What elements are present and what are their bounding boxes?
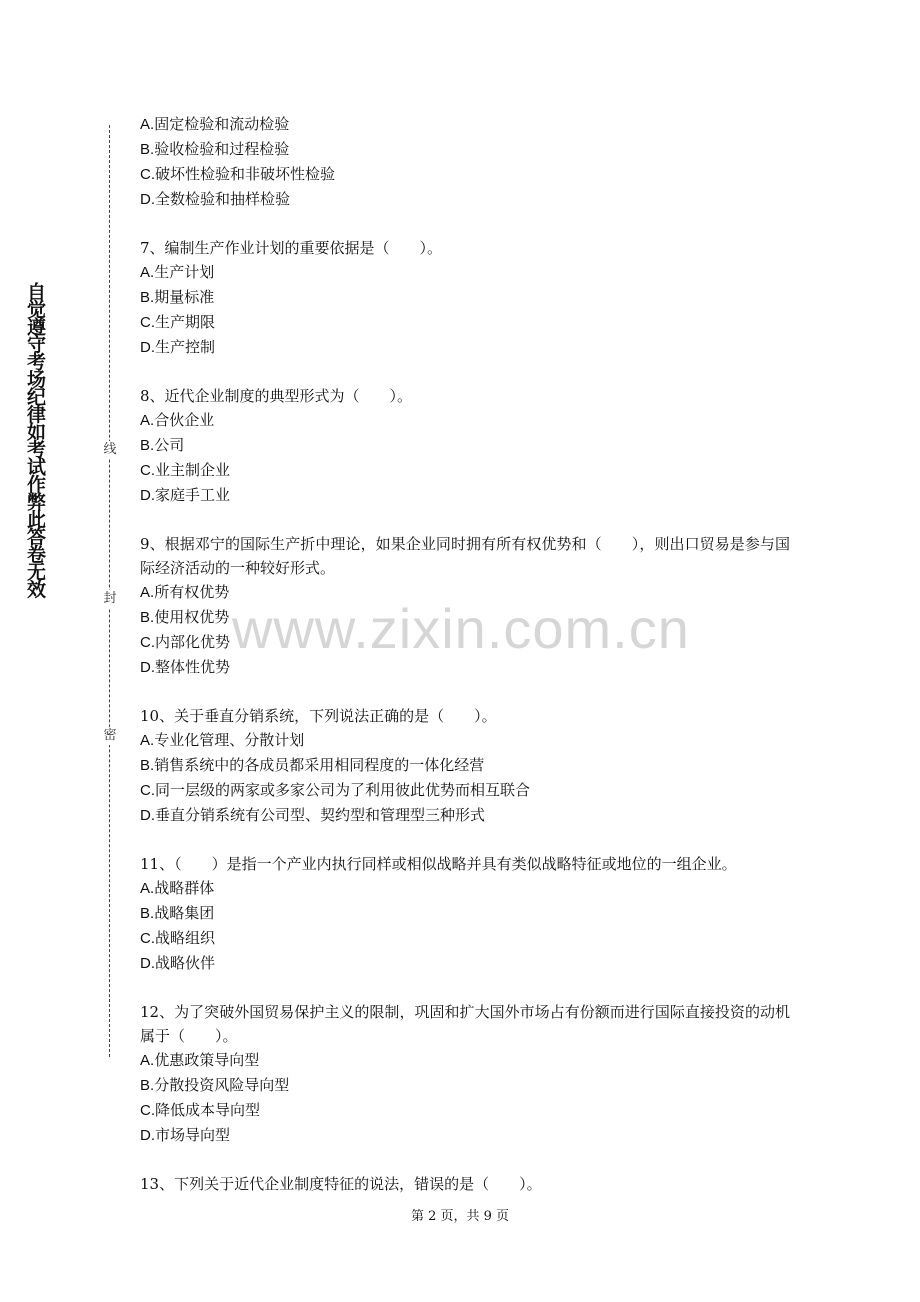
option-text: 内部化优势 (155, 633, 231, 651)
answer-option (140, 803, 790, 828)
option-text: 优惠政策导向型 (154, 1051, 260, 1069)
question-stem: 7、编制生产作业计划的重要依据是（ ）。 (140, 239, 443, 257)
option-letter: B. (140, 289, 155, 306)
answer-option (140, 951, 790, 976)
option-text: 降低成本导向型 (155, 1101, 261, 1119)
answer-option (140, 728, 790, 753)
option-text: 战略集团 (154, 904, 215, 922)
question-block (140, 384, 790, 508)
option-text: 战略群体 (154, 879, 215, 897)
option-letter: D. (140, 339, 155, 356)
option-letter: B. (140, 141, 155, 158)
question-stem: 10、关于垂直分销系统，下列说法正确的是（ ）。 (140, 707, 497, 725)
option-text: 生产计划 (154, 263, 215, 281)
option-letter: C. (140, 314, 155, 331)
question-stem: 13、下列关于近代企业制度特征的说法，错误的是（ ）。 (140, 1175, 542, 1193)
option-letter: A. (140, 1052, 155, 1069)
option-letter: C. (140, 166, 155, 183)
option-letter: D. (140, 955, 155, 972)
option-letter: D. (140, 487, 155, 504)
option-letter: A. (140, 584, 155, 601)
question-block (140, 852, 790, 976)
binding-label-line: 线 (101, 441, 119, 459)
answer-option (140, 458, 790, 483)
option-letter: D. (140, 807, 155, 824)
option-letter: C. (140, 782, 155, 799)
question-block (140, 1172, 790, 1196)
option-text: 家庭手工业 (155, 486, 231, 504)
binding-label-seal: 封 (101, 590, 119, 608)
option-text: 生产期限 (155, 313, 216, 331)
question-block (140, 1000, 790, 1148)
watermark: www.zixin.com.cn (232, 597, 690, 660)
option-letter: A. (140, 880, 155, 897)
question-block (140, 704, 790, 828)
option-letter: C. (140, 930, 155, 947)
question-block (140, 236, 790, 360)
answer-option (140, 876, 790, 901)
option-text: 垂直分销系统有公司型、契约型和管理型三种形式 (155, 806, 486, 824)
option-text: 销售系统中的各成员都采用相同程度的一体化经营 (154, 756, 485, 774)
answer-option (140, 778, 790, 803)
option-text: 破坏性检验和非破坏性检验 (155, 165, 336, 183)
answer-option (140, 1123, 790, 1148)
question-stem: 12、为了突破外国贸易保护主义的限制，巩固和扩大国外市场占有份额而进行国际直接投资的动机属于（ ）。 (140, 1003, 790, 1045)
option-letter: B. (140, 1077, 155, 1094)
answer-option (140, 187, 790, 212)
option-text: 验收检验和过程检验 (154, 140, 290, 158)
answer-option (140, 1098, 790, 1123)
option-text: 同一层级的两家或多家公司为了利用彼此优势而相互联合 (155, 781, 531, 799)
answer-option (140, 655, 790, 680)
page-footer: 第 2 页，共 9 页 (410, 1209, 510, 1224)
option-text: 整体性优势 (155, 658, 231, 676)
option-letter: A. (140, 412, 155, 429)
binding-label-secret: 密 (101, 727, 119, 745)
option-letter: D. (140, 1127, 155, 1144)
option-text: 生产控制 (155, 338, 216, 356)
answer-option (140, 605, 790, 630)
option-text: 专业化管理、分散计划 (154, 731, 305, 749)
option-text: 战略伙伴 (155, 954, 216, 972)
answer-option (140, 112, 790, 137)
question-list (140, 112, 790, 1196)
option-text: 市场导向型 (155, 1126, 231, 1144)
option-letter: C. (140, 1102, 155, 1119)
option-letter: B. (140, 609, 155, 626)
answer-option (140, 162, 790, 187)
answer-option (140, 433, 790, 458)
question-stem: 11、（ ）是指一个产业内执行同样或相似战略并具有类似战略特征或地位的一组企业。 (140, 855, 737, 873)
answer-option (140, 926, 790, 951)
answer-option (140, 630, 790, 655)
option-text: 所有权优势 (154, 583, 230, 601)
option-text: 公司 (154, 436, 185, 454)
answer-option (140, 285, 790, 310)
option-text: 战略组织 (155, 929, 216, 947)
option-text: 分散投资风险导向型 (154, 1076, 290, 1094)
option-letter: A. (140, 732, 155, 749)
option-letter: A. (140, 116, 155, 133)
question-stem: 8、近代企业制度的典型形式为（ ）。 (140, 387, 413, 405)
answer-option (140, 137, 790, 162)
option-letter: B. (140, 905, 155, 922)
question-block (140, 532, 790, 680)
exam-discipline-warning: 自觉遵守考场纪律如考试作弊此答卷无效 (24, 282, 46, 597)
option-text: 使用权优势 (154, 608, 230, 626)
answer-option (140, 483, 790, 508)
option-letter: B. (140, 757, 155, 774)
answer-option (140, 753, 790, 778)
option-letter: C. (140, 462, 155, 479)
answer-option (140, 580, 790, 605)
answer-option (140, 901, 790, 926)
answer-option (140, 1073, 790, 1098)
option-text: 合伙企业 (154, 411, 215, 429)
option-letter: C. (140, 634, 155, 651)
option-letter: D. (140, 191, 155, 208)
answer-option (140, 310, 790, 335)
option-text: 业主制企业 (155, 461, 231, 479)
option-letter: B. (140, 437, 155, 454)
option-letter: D. (140, 659, 155, 676)
answer-option (140, 260, 790, 285)
option-letter: A. (140, 264, 155, 281)
answer-option (140, 408, 790, 433)
option-text: 期量标准 (154, 288, 215, 306)
answer-option (140, 1048, 790, 1073)
option-text: 固定检验和流动检验 (154, 115, 290, 133)
answer-option (140, 335, 790, 360)
question-block (140, 112, 790, 212)
option-text: 全数检验和抽样检验 (155, 190, 291, 208)
question-stem: 9、根据邓宁的国际生产折中理论，如果企业同时拥有所有权优势和（ ），则出口贸易是参与国际经济活动的一种较好形式。 (140, 535, 790, 577)
